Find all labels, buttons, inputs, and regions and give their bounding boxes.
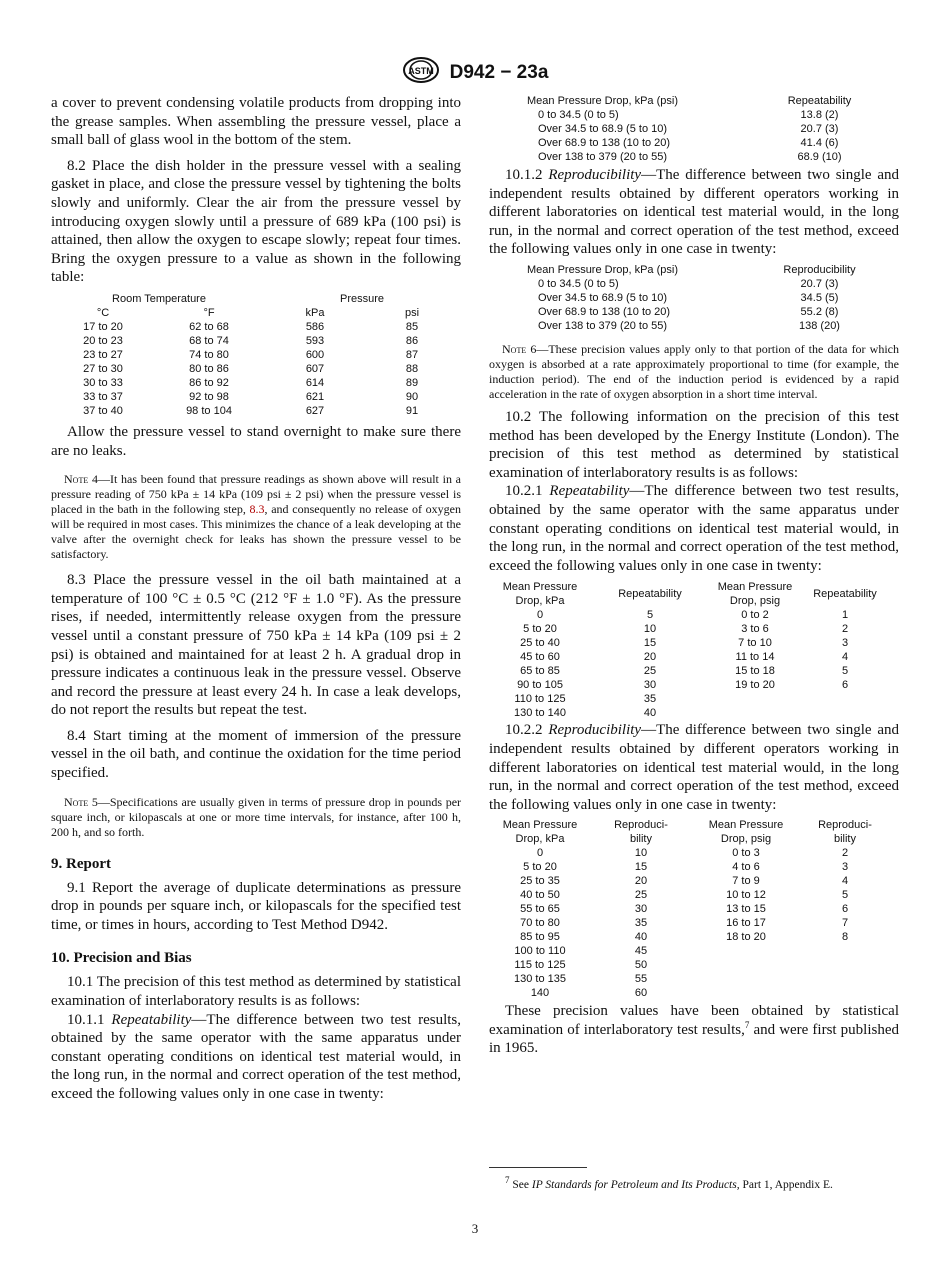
table-row: 65 to 85 25 15 to 18 5 bbox=[520, 665, 849, 678]
th-mean-pressure-kpa: Mean Pressure Drop, kPa bbox=[502, 819, 578, 846]
table-row: Over 138 to 379 (20 to 55) 68.9 (10) bbox=[538, 151, 842, 163]
th-mean-pressure-psig: Mean Pressure Drop, psig bbox=[717, 581, 793, 608]
table-row: 25 to 35 20 7 to 9 4 bbox=[520, 875, 849, 888]
para-8-2: 8.2 Place the dish holder in the pressure vessel with a sealing gasket in place, and close the pressure vessel by tightening the bolts slowly and uniformly. Clear the air from the pressure vessel by introducing oxygen slowly until a pressure of 689 kPa (100 psi) is attained, then allow the oxygen to escape slowly; repeat four times. Bring the oxygen pressure to a value as shown in the following table: bbox=[51, 157, 461, 286]
para-10-2-2: 10.2.2 Reproducibility—The difference between two single and independent results obtained by different operators working in different laboratories on identical test material would, in the long run, in the normal and correct operation of the test method, exceed the following values only in one case in twenty: bbox=[489, 722, 900, 813]
astm-logo bbox=[402, 56, 440, 89]
para-10-2-1: 10.2.1 Repeatability—The difference between two test results, obtained by the same operator with the same apparatus under constant operating conditions on identical test material would, in the long run, in the normal and correct operation of the test method, exceed the following values only in one case in twenty: bbox=[489, 483, 899, 574]
para-10-2: 10.2 The following information on the precision of this test method has been developed by the Energy Institute (London). The precision of this test method as determined by statistical examination of interlaboratory results is as follows: bbox=[489, 408, 899, 481]
th-room-temperature: Room Temperature bbox=[112, 292, 206, 305]
th-unit: °F bbox=[203, 306, 215, 319]
left-column bbox=[51, 94, 461, 1104]
table-row: 30 to 33 86 to 92 614 89 bbox=[83, 376, 419, 389]
para-allow: Allow the pressure vessel to stand overnight to make sure there are no leaks. bbox=[51, 423, 461, 459]
table-row: 100 to 110 45 bbox=[514, 945, 648, 958]
table-row: 0 5 0 to 2 1 bbox=[536, 609, 849, 622]
table-row: 17 to 20 62 to 68 586 85 bbox=[83, 320, 419, 333]
section-heading-9: 9. Report bbox=[51, 855, 111, 872]
para-8-1-cont: a cover to prevent condensing volatile products from dropping into the grease samples. When assembling the pressure vessel, place a small ball of glass wool in the bottom of the stem. bbox=[51, 95, 461, 149]
table-row: 110 to 125 35 bbox=[514, 693, 657, 706]
th-repeatability: Repeatability bbox=[618, 588, 682, 601]
footnote-rule bbox=[489, 1167, 587, 1168]
th-mean-pressure-drop: Mean Pressure Drop, kPa (psi) bbox=[527, 95, 678, 107]
table-row: 0 to 34.5 (0 to 5) 20.7 (3) bbox=[538, 277, 839, 290]
table-row: 37 to 40 98 to 104 627 91 bbox=[83, 404, 419, 417]
th-mean-pressure-psig: Mean Pressure Drop, psig bbox=[708, 819, 784, 846]
th-reproducibility: Reproducibility bbox=[783, 263, 856, 276]
para-10-1-1: 10.1.1 Repeatability—The difference between two test results, obtained by the same operator with the same apparatus under constant operating conditions on identical test material would, in the long run, in the normal and correct operation of the test method, exceed the following values only in one case in twenty: bbox=[51, 1011, 461, 1102]
th-unit: kPa bbox=[305, 306, 325, 319]
th-reproducibility: Reproduci- bility bbox=[818, 819, 872, 846]
table-row: 5 to 20 10 3 to 6 2 bbox=[523, 623, 849, 636]
repeatability-table-kpa-psi bbox=[527, 94, 887, 164]
th-unit: °C bbox=[96, 306, 110, 319]
right-column bbox=[489, 94, 899, 1058]
section-link-8-3[interactable]: 8.3 bbox=[249, 502, 265, 517]
note-4: Note 4—It has been found that pressure readings as shown above will result in a pressure reading of 750 kPa ± 14 kPa (109 psi ± 2 psi) when the pressure vessel is placed in the bath in the following step, 8.3, and consequently no release of oxygen will be required in most cases. This minimizes the chance of a leak developing at the valve after the overnight check for leaks has shown the pressure vessel to be satisfactory. bbox=[51, 472, 462, 562]
table-row: Over 34.5 to 68.9 (5 to 10) 20.7 (3) bbox=[538, 123, 839, 135]
para-10-1: 10.1 The precision of this test method as determined by statistical examination of interlaboratory results is as follows: bbox=[51, 974, 461, 1010]
para-10-1-2: 10.1.2 Reproducibility—The difference between two single and independent results obtained by different operators working in different laboratories on identical test material would, in the long run, in the normal and correct operation of the test method, exceed the following values only in one case in twenty: bbox=[489, 167, 900, 258]
page-header bbox=[0, 56, 950, 89]
table-row: 0 10 0 to 3 2 bbox=[536, 847, 849, 860]
svg-text:ASTM: ASTM bbox=[407, 66, 434, 76]
th-repeatability: Repeatability bbox=[787, 95, 852, 107]
para-8-3: 8.3 Place the pressure vessel in the oil bath maintained at a temperature of 100 °C ± 0.5 °C (212 °F ± 1.0 °F). As the pressure rises, if needed, intermittently release oxygen from the pressure vessel until a constant pressure of 750 kPa ± 14 kPa (109 psi ± 2 psi) is obtained and maintained for at least 2 h. A gradual drop in pressure indicates a continuous leak in the pressure vessel. Observe and record the pressure at least every 24 h. In case a leak develops, do not report the results but repeat the test. bbox=[51, 572, 461, 719]
table-row: 130 to 135 55 bbox=[514, 973, 648, 986]
table-row: 130 to 140 40 bbox=[514, 707, 657, 720]
table-row: 20 to 23 68 to 74 593 86 bbox=[83, 334, 419, 347]
table-row: 27 to 30 80 to 86 607 88 bbox=[83, 362, 419, 375]
th-mean-pressure-drop: Mean Pressure Drop, kPa (psi) bbox=[527, 263, 678, 276]
table-row: 33 to 37 92 to 98 621 90 bbox=[83, 390, 419, 403]
table-row: 70 to 80 35 16 to 17 7 bbox=[520, 917, 849, 930]
table-row: Over 34.5 to 68.9 (5 to 10) 34.5 (5) bbox=[538, 291, 839, 304]
th-mean-pressure-kpa: Mean Pressure Drop, kPa bbox=[502, 581, 578, 608]
footnote-7: $^7$ See IP Standards for Petroleum and Its Products, Part 1, Appendix E. bbox=[505, 1175, 833, 1191]
note-6: Note 6—These precision values apply only to that portion of the data for which oxygen is absorbed at a rate approximately proportional to time (for example, the induction period). The end of the induction period is evidenced by a rapid acceleration in the rate of oxygen absorption in a short time interval. bbox=[489, 341, 899, 401]
note-5: Note 5—Specifications are usually given in terms of pressure drop in pounds per square inch, or kilopascals at one or more time intervals, for instance, after 100 h, 200 h, and so forth. bbox=[51, 794, 462, 839]
table-row: 45 to 60 20 11 to 14 4 bbox=[520, 651, 849, 664]
table-row: 85 to 95 40 18 to 20 8 bbox=[520, 931, 849, 944]
reproducibility-table-ei bbox=[495, 818, 895, 1000]
table-row: Over 68.9 to 138 (10 to 20) 41.4 (6) bbox=[538, 137, 839, 149]
table-row: 40 to 50 25 10 to 12 5 bbox=[520, 889, 849, 902]
oxygen-pressure-table bbox=[53, 292, 459, 418]
para-final: These precision values have been obtained by statistical examination of interlaboratory test results,$^7$ and were first published in 1965. bbox=[489, 1003, 899, 1057]
table-row: 0 to 34.5 (0 to 5) 13.8 (2) bbox=[538, 109, 839, 121]
table-row: 5 to 20 15 4 to 6 3 bbox=[523, 861, 849, 874]
table-row: 23 to 27 74 to 80 600 87 bbox=[83, 348, 419, 361]
footnote-ref-7[interactable]: 7 bbox=[744, 1019, 750, 1030]
para-9-1: 9.1 Report the average of duplicate determinations as pressure drop in pounds per square inch, or kilopascals for the specified test time, or times in hours, according to Test Method D942. bbox=[51, 879, 461, 933]
para-8-4: 8.4 Start timing at the moment of immersion of the pressure vessel in the oil bath, and continue the oxidation for the time period specified. bbox=[51, 727, 461, 782]
table-row: 55 to 65 30 13 to 15 6 bbox=[520, 903, 849, 916]
th-reproducibility: Reproduci- bility bbox=[614, 819, 668, 846]
table-row: Over 138 to 379 (20 to 55) 138 (20) bbox=[538, 319, 840, 332]
th-unit: psi bbox=[404, 306, 420, 319]
table-row: 115 to 125 50 bbox=[514, 959, 648, 972]
table-row: Over 68.9 to 138 (10 to 20) 55.2 (8) bbox=[538, 305, 839, 318]
repeatability-table-ei bbox=[495, 580, 895, 720]
th-repeatability: Repeatability bbox=[813, 588, 877, 601]
reproducibility-table-kpa-psi bbox=[527, 263, 887, 333]
table-row: 140 60 bbox=[530, 987, 648, 1000]
section-heading-10: 10. Precision and Bias bbox=[51, 950, 192, 967]
table-row: 90 to 105 30 19 to 20 6 bbox=[517, 679, 849, 692]
page-number: 3 bbox=[471, 1221, 479, 1236]
th-pressure: Pressure bbox=[339, 292, 385, 305]
designation: D942 − 23a bbox=[449, 61, 549, 83]
table-row: 25 to 40 15 7 to 10 3 bbox=[520, 637, 849, 650]
